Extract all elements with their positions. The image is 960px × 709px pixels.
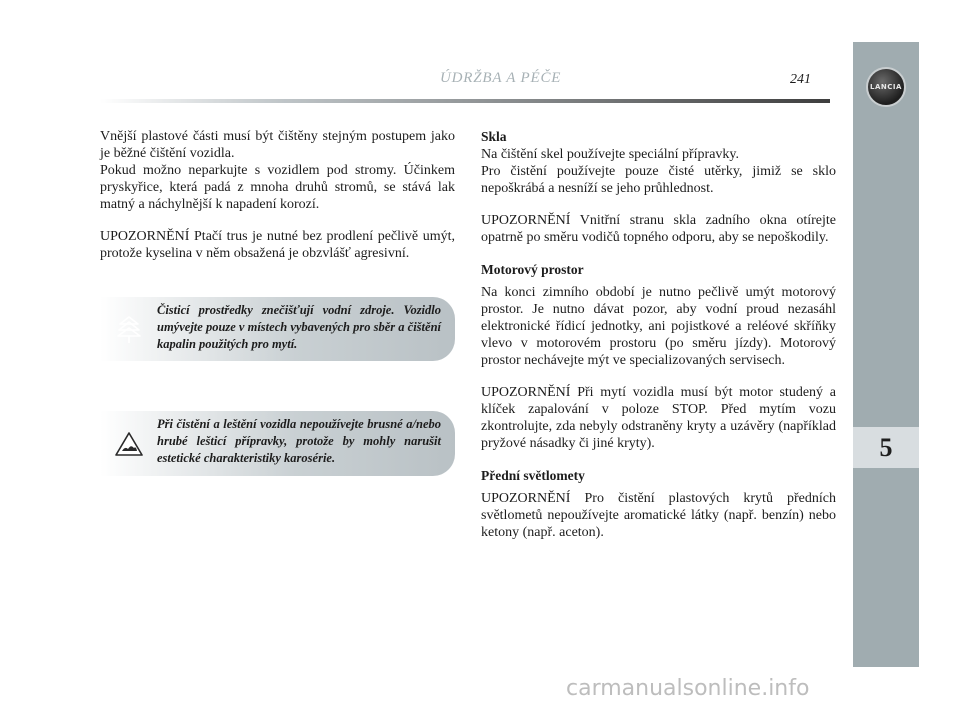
chapter-sidebar <box>853 42 919 667</box>
header-rule <box>100 99 830 103</box>
watermark: carmanualsonline.info <box>566 676 810 701</box>
page-header-title: ÚDRŽBA A PÉČE <box>440 70 562 86</box>
paragraph: Pokud možno neparkujte s vozidlem pod stromy. Účinkem pryskyřice, která padá z mnoha druhů stromů, se stává lak matný a náchylnější k napadení korozí. <box>100 163 455 212</box>
warning-note-text: Při čistění a leštění vozidla nepoužívejte brusné a/nebo hrubé lešticí přípravky, protože by mohly narušit estetické charakteristiky karosérie. <box>157 417 441 465</box>
paragraph: UPOZORNĚNÍ Pro čistění plastových krytů předních světlometů nepoužívejte aromatické látky (např. benzín) nebo ketony (např. aceton). <box>481 491 836 540</box>
paragraph: Na čištění skel používejte speciální přípravky. <box>481 147 740 162</box>
paragraph: UPOZORNĚNÍ Ptačí trus je nutné bez prodlení pečlivě umýt, protože kyselina v něm obsažená je obzvlášť agresivní. <box>100 229 455 261</box>
environment-note-text: Čisticí prostředky znečišťují vodní zdroje. Vozidlo umývejte pouze v místech vybavených pro sběr a čištění kapalin použitých pro mytí. <box>157 303 441 351</box>
paragraph: Na konci zimního období je nutno pečlivě umýt motorový prostor. Je nutno dávat pozor, aby vodní proud nezasáhl elektronické řídicí jednotky, ani pojistkové a reléové skříňky vlevo v motorovém prostoru (po směru jízdy). Motorový prostor nechávejte mýt ve specializovaných servisech. <box>481 285 836 368</box>
section-heading-glass: Skla <box>481 129 507 144</box>
tree-icon <box>114 314 144 344</box>
warning-note <box>100 411 455 476</box>
paragraph: Pro čistění používejte pouze čisté utěrky, jimiž se sklo nepoškrábá a nesníží se jeho průhlednost. <box>481 164 836 196</box>
lancia-logo-icon <box>866 67 906 107</box>
chapter-tab[interactable] <box>853 427 919 468</box>
chapter-number: 5 <box>879 432 893 462</box>
page-number: 241 <box>790 72 811 87</box>
section-heading-engine: Motorový prostor <box>481 262 584 277</box>
logo-text: LANCIA <box>870 83 902 91</box>
section-heading-headlights: Přední světlomety <box>481 468 585 483</box>
paragraph: Vnější plastové části musí být čištěny stejným postupem jako je běžné čištění vozidla. <box>100 129 455 161</box>
paragraph: UPOZORNĚNÍ Při mytí vozidla musí být motor studený a klíček zapalování v poloze STOP. Před mytím vozu zkontrolujte, zda nebyly odstraněny kryty a uzávěry (například pryžové násadky či jiné kryty). <box>481 385 836 451</box>
warning-triangle-icon <box>114 429 144 459</box>
right-column <box>481 128 836 556</box>
environment-note <box>100 297 455 361</box>
paragraph: UPOZORNĚNÍ Vnitřní stranu skla zadního okna otírejte opatrně po směru vodičů topného odporu, aby se nepoškodily. <box>481 213 836 245</box>
left-column <box>100 128 455 277</box>
